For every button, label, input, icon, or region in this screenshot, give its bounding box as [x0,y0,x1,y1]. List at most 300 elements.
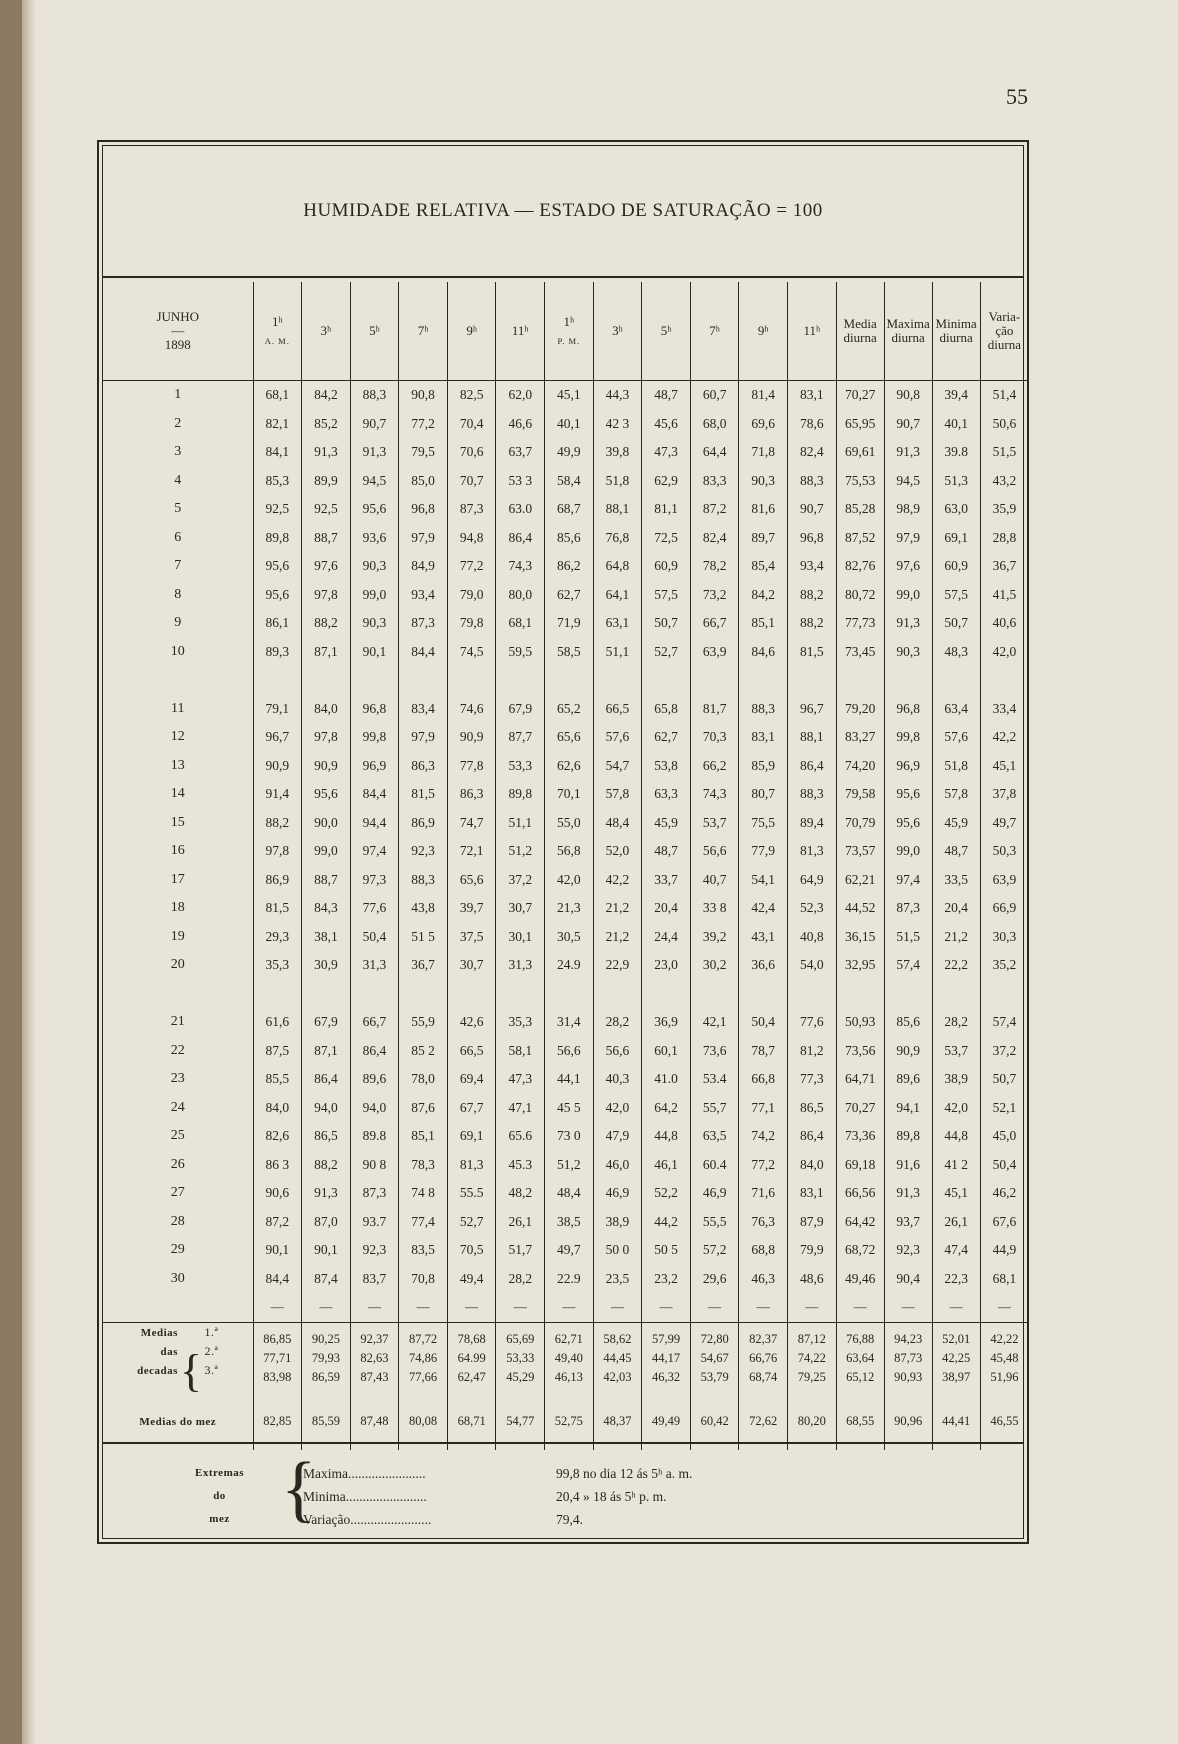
table-cell: 46,6 [496,410,545,439]
decade-mean-value: 42,22 [990,1331,1019,1346]
table-cell: 97,4 [884,866,932,895]
table-cell: 77,2 [399,410,448,439]
table-cell: 35,3 [496,1008,545,1037]
decade-means-cell [642,1322,691,1394]
dash-cell: — [399,1293,448,1322]
table-cell: 99,0 [884,581,932,610]
table-cell: 90,9 [447,723,496,752]
decade-gap [103,980,1028,1009]
table-cell: 68,1 [496,609,545,638]
table-cell: 93,7 [884,1208,932,1237]
table-cell: 70,27 [836,1094,884,1123]
gap-cell [350,980,399,1009]
decade-mean-value: 77,66 [409,1369,438,1384]
table-cell: 95,6 [302,780,351,809]
table-cell: 28,2 [496,1265,545,1294]
day-number: 5 [174,501,182,517]
table-row [103,1236,1028,1265]
table-cell: 57,8 [593,780,642,809]
table-cell: 97,6 [302,552,351,581]
table-cell: 83,27 [836,723,884,752]
table-cell: 42,2 [980,723,1028,752]
table-cell: 60.4 [690,1151,739,1180]
table-cell: 49,7 [545,1236,594,1265]
table-cell: 40,1 [932,410,980,439]
table-cell: 94,0 [350,1094,399,1123]
table-cell: 92,5 [302,495,351,524]
table-cell: 46,1 [642,1151,691,1180]
table-cell: 78,3 [399,1151,448,1180]
decade-mean-value: 72,80 [700,1331,729,1346]
month-means-label: Medias do mez [139,1415,217,1428]
table-cell: 62,0 [496,381,545,410]
hour-header: 9ʰ [739,282,788,381]
hour-header: 9ʰ [447,282,496,381]
table-cell: 86,3 [399,752,448,781]
table-cell: 81,5 [253,894,302,923]
table-cell: 30,7 [447,951,496,980]
am-label: A. M. [264,336,290,347]
decade-mean-value: 90,25 [311,1331,340,1346]
table-cell: 63,7 [496,438,545,467]
day-number: 2 [174,415,182,431]
table-cell: 48,7 [932,837,980,866]
dash-cell: — [980,1293,1028,1322]
decade-mean-value: 86,85 [263,1331,292,1346]
table-cell: 68,72 [836,1236,884,1265]
table-cell: 51,8 [593,467,642,496]
table-cell: 79,58 [836,780,884,809]
decade-mean-value: 65,12 [846,1369,875,1384]
table-cell: 64,4 [690,438,739,467]
table-cell: 87,3 [447,495,496,524]
gap-cell [302,980,351,1009]
table-cell: 90,3 [739,467,788,496]
decade-mean-value: 82,63 [360,1350,389,1365]
decade-mean-value: 94,23 [894,1331,923,1346]
day-number: 23 [170,1071,185,1087]
table-cell: 90,0 [302,809,351,838]
table-cell: 74,3 [690,780,739,809]
table-cell: 45,9 [642,809,691,838]
table-cell: 35,3 [253,951,302,980]
table-cell: 65,6 [545,723,594,752]
table-cell: 30,1 [496,923,545,952]
gap-cell [103,666,253,695]
table-cell: 96,8 [884,695,932,724]
table-cell: 87,0 [302,1208,351,1237]
table-cell: 45,0 [980,1122,1028,1151]
gap-cell [642,666,691,695]
table-cell: 81,4 [739,381,788,410]
decade-mean-value: 83,98 [263,1369,292,1384]
table-cell: 73,36 [836,1122,884,1151]
extremes-section [103,1442,1023,1544]
table-cell: 22,3 [932,1265,980,1294]
table-cell: 64,42 [836,1208,884,1237]
table-cell: 99,0 [884,837,932,866]
table-cell: 28,2 [593,1008,642,1037]
dash-cell: — [884,1293,932,1322]
month-mean-value: 82,85 [253,1394,302,1450]
table-row [103,581,1028,610]
table-cell: 44,9 [980,1236,1028,1265]
table-cell: 85,28 [836,495,884,524]
table-cell: 39,7 [447,894,496,923]
table-cell: 47,4 [932,1236,980,1265]
table-cell: 57,4 [980,1008,1028,1037]
decade-means-cell [884,1322,932,1394]
table-cell: 80,0 [496,581,545,610]
day-number: 14 [170,786,185,802]
table-cell: 62,7 [642,723,691,752]
table-cell: 89,9 [302,467,351,496]
table-cell: 70,4 [447,410,496,439]
table-cell: 85,6 [884,1008,932,1037]
table-cell: 68,8 [739,1236,788,1265]
table-cell: 82,5 [447,381,496,410]
table-cell: 64,71 [836,1065,884,1094]
table-cell: 84,2 [302,381,351,410]
table-cell: 36,6 [739,951,788,980]
table-cell: 81,3 [788,837,837,866]
table-cell: 66,5 [593,695,642,724]
table-cell: 70,1 [545,780,594,809]
table-cell: 63.0 [496,495,545,524]
day-number: 29 [170,1242,185,1258]
dash-cell: — [593,1293,642,1322]
table-cell: 73,2 [690,581,739,610]
stat-header-maxima: Maxima diurna [884,282,932,381]
gap-cell [302,666,351,695]
table-cell: 50,4 [980,1151,1028,1180]
decade-means-cell [739,1322,788,1394]
gap-cell [836,666,884,695]
table-cell: 93.7 [350,1208,399,1237]
month-mean-value: 46,55 [980,1394,1028,1450]
table-cell: 33,5 [932,866,980,895]
decade-mean-value: 46,32 [651,1369,681,1384]
decade-mean-value: 57,99 [651,1331,681,1346]
decade-mean-value: 53,33 [506,1350,535,1365]
hour-header: 11ʰ [496,282,545,381]
table-frame-inner [102,145,1024,1539]
day-number: 25 [170,1128,185,1144]
decade-mean-value: 58,62 [603,1331,632,1346]
table-cell: 47,9 [593,1122,642,1151]
table-cell: 45 5 [545,1094,594,1123]
decade-mean-value: 77,71 [263,1350,292,1365]
day-number: 30 [170,1270,185,1286]
table-cell: 21,2 [593,923,642,952]
table-cell: 87,6 [399,1094,448,1123]
decade-mean-value: 87,72 [409,1331,438,1346]
table-cell: 92,3 [884,1236,932,1265]
dash-cell: — [253,1293,302,1322]
table-cell: 86 3 [253,1151,302,1180]
table-cell: 81,2 [788,1037,837,1066]
table-cell: 50,3 [980,837,1028,866]
table-cell: 70,27 [836,381,884,410]
extreme-maxima-value: 99,8 no dia 12 ás 5ʰ a. m. [556,1466,693,1481]
table-cell: 57,5 [932,581,980,610]
extreme-variacao-value: 79,4. [556,1512,583,1527]
table-row [103,1094,1028,1123]
table-cell: 78,0 [399,1065,448,1094]
table-cell: 44,8 [642,1122,691,1151]
table-cell: 96,9 [350,752,399,781]
table-cell: 70,79 [836,809,884,838]
table-cell: 37,5 [447,923,496,952]
table-cell: 84,4 [350,780,399,809]
table-cell: 46,9 [690,1179,739,1208]
table-cell: 82,4 [690,524,739,553]
table-cell: 55,5 [690,1208,739,1237]
table-cell: 70,5 [447,1236,496,1265]
table-cell: 30,9 [302,951,351,980]
table-cell: 57,4 [884,951,932,980]
table-cell: 87,1 [302,1037,351,1066]
stat-header-minima: Minima diurna [932,282,980,381]
table-cell: 42,1 [690,1008,739,1037]
table-cell: 44,3 [593,381,642,410]
table-cell: 88,3 [399,866,448,895]
table-cell: 55.5 [447,1179,496,1208]
table-row [103,1151,1028,1180]
table-cell: 86,4 [350,1037,399,1066]
gap-cell [690,666,739,695]
table-cell: 94,1 [884,1094,932,1123]
table-cell: 74,20 [836,752,884,781]
table-cell: 42,0 [980,638,1028,667]
table-cell: 28,2 [932,1008,980,1037]
decade-mean-value: 86,59 [311,1369,340,1384]
table-cell: 93,4 [399,581,448,610]
table-cell: 55,7 [690,1094,739,1123]
table-cell: 33,4 [980,695,1028,724]
table-cell: 53 3 [496,467,545,496]
table-cell: 59,5 [496,638,545,667]
table-cell: 96,7 [253,723,302,752]
table-cell: 23,2 [642,1265,691,1294]
table-row [103,923,1028,952]
table-cell: 88,7 [302,524,351,553]
table-cell: 89,8 [496,780,545,809]
header-row [103,282,1028,381]
table-cell: 35,2 [980,951,1028,980]
table-cell: 97,9 [884,524,932,553]
table-row [103,1122,1028,1151]
table-cell: 50,4 [739,1008,788,1037]
table-cell: 53,7 [932,1037,980,1066]
table-cell: 51,2 [496,837,545,866]
table-cell: 52,7 [642,638,691,667]
table-cell: 21,2 [932,923,980,952]
table-cell: 82,1 [253,410,302,439]
table-cell: 83,1 [788,381,837,410]
table-cell: 56,6 [690,837,739,866]
day-number: 19 [170,928,185,944]
table-cell: 81,5 [788,638,837,667]
table-cell: 88,7 [302,866,351,895]
table-cell: 53,8 [642,752,691,781]
table-cell: 84,4 [253,1265,302,1294]
decade-mean-value: 52,01 [942,1331,971,1346]
table-cell: 65,95 [836,410,884,439]
hour-header: 11ʰ [788,282,837,381]
table-cell: 65,6 [447,866,496,895]
table-cell: 54,1 [739,866,788,895]
table-row [103,752,1028,781]
table-cell: 36,15 [836,923,884,952]
day-number: 20 [170,957,185,973]
table-cell: 86,5 [788,1094,837,1123]
day-number: 26 [170,1156,185,1172]
table-cell: 58,5 [545,638,594,667]
decade-means-cell [496,1322,545,1394]
table-cell: 90,9 [884,1037,932,1066]
table-cell: 64,8 [593,552,642,581]
table-cell: 60,1 [642,1037,691,1066]
page-number: 55 [1006,84,1028,109]
table-cell: 64,2 [642,1094,691,1123]
table-cell: 95,6 [350,495,399,524]
table-cell: 71,9 [545,609,594,638]
table-cell: 90,9 [253,752,302,781]
table-cell: 90 8 [350,1151,399,1180]
hour-header: 7ʰ [399,282,448,381]
table-cell: 52,7 [447,1208,496,1237]
table-cell: 50,6 [980,410,1028,439]
table-cell: 96,8 [399,495,448,524]
table-cell: 22.9 [545,1265,594,1294]
table-cell: 82,4 [788,438,837,467]
gap-cell [447,666,496,695]
table-cell: 86,2 [545,552,594,581]
table-cell: 33,7 [642,866,691,895]
table-cell: 62,6 [545,752,594,781]
stat-header-variacao: Varia-ção diurna [980,282,1028,381]
table-cell: 21,2 [593,894,642,923]
table-cell: 91,3 [302,438,351,467]
day-number: 9 [174,615,182,631]
table-cell: 26,1 [932,1208,980,1237]
table-cell: 88,2 [788,581,837,610]
table-cell: 30,3 [980,923,1028,952]
table-cell: 90,8 [884,381,932,410]
table-cell: 93,4 [788,552,837,581]
table-cell: 79,9 [788,1236,837,1265]
decade-ordinal: 3.ª [204,1362,219,1377]
dash-cell: — [642,1293,691,1322]
table-cell: 66,5 [447,1037,496,1066]
day-number: 8 [174,586,182,602]
table-cell: 86,3 [447,780,496,809]
table-cell: 58,1 [496,1037,545,1066]
table-cell: 42 3 [593,410,642,439]
gap-cell [253,980,302,1009]
table-cell: 85,4 [739,552,788,581]
table-cell: 73,6 [690,1037,739,1066]
table-cell: 79,5 [399,438,448,467]
table-cell: 85 2 [399,1037,448,1066]
table-cell: 51,1 [593,638,642,667]
table-cell: 52,3 [788,894,837,923]
table-cell: 55,9 [399,1008,448,1037]
table-cell: 91,3 [350,438,399,467]
table-cell: 80,72 [836,581,884,610]
table-cell: 81,6 [739,495,788,524]
table-cell: 22,9 [593,951,642,980]
table-cell: 93,6 [350,524,399,553]
table-cell: 61,6 [253,1008,302,1037]
decade-means-cell [593,1322,642,1394]
hour-header: 7ʰ [690,282,739,381]
table-cell: 63,1 [593,609,642,638]
table-cell: 87,9 [788,1208,837,1237]
table-cell: 86,9 [253,866,302,895]
table-cell: 70,7 [447,467,496,496]
dash-cell: — [739,1293,788,1322]
decade-mean-value: 45,48 [990,1350,1019,1365]
table-cell: 41.0 [642,1065,691,1094]
table-cell: 56,6 [593,1037,642,1066]
extreme-minima-value: 20,4 » 18 ás 5ʰ p. m. [556,1489,667,1504]
table-cell: 66,2 [690,752,739,781]
table-cell: 96,8 [350,695,399,724]
table-cell: 50,7 [642,609,691,638]
table-cell: 94,8 [447,524,496,553]
table-cell: 42,4 [739,894,788,923]
table-row [103,837,1028,866]
dash-cell: — [545,1293,594,1322]
table-cell: 20,4 [932,894,980,923]
table-cell: 24,4 [642,923,691,952]
table-cell: 66,8 [739,1065,788,1094]
table-cell: 70,6 [447,438,496,467]
table-cell: 35,9 [980,495,1028,524]
table-cell: 79,0 [447,581,496,610]
decade-mean-value: 62,47 [457,1369,486,1384]
day-number: 3 [174,444,182,460]
table-cell: 88,3 [788,467,837,496]
table-cell: 24.9 [545,951,594,980]
extreme-maxima-label: Maxima....................... [303,1466,426,1481]
decade-mean-value: 44,17 [651,1350,681,1365]
month-mean-value: 68,71 [447,1394,496,1450]
stat-header-media: Media diurna [836,282,884,381]
decade-label-line: das [160,1345,178,1358]
table-cell: 47,3 [642,438,691,467]
table-cell: 32,95 [836,951,884,980]
decade-means-cell [690,1322,739,1394]
table-cell: 89,6 [350,1065,399,1094]
table-cell: 69,6 [739,410,788,439]
table-cell: 45,1 [932,1179,980,1208]
table-cell: 77,3 [788,1065,837,1094]
table-cell: 85,0 [399,467,448,496]
table-row [103,894,1028,923]
table-cell: 38,9 [593,1208,642,1237]
table-cell: 51 5 [399,923,448,952]
table-cell: 97,3 [350,866,399,895]
table-cell: 67,7 [447,1094,496,1123]
table-cell: 29,6 [690,1265,739,1294]
month-mean-value: 85,59 [302,1394,351,1450]
gap-cell [593,980,642,1009]
table-cell: 41,5 [980,581,1028,610]
gap-cell [788,980,837,1009]
